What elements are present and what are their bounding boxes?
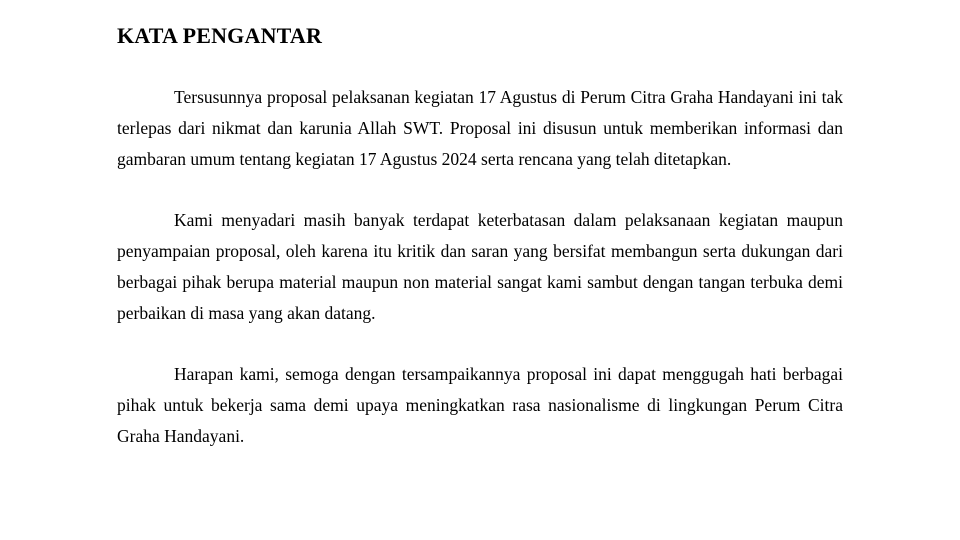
paragraph-1: Tersusunnya proposal pelaksanan kegiatan 17 Agustus di Perum Citra Graha Handayani ini tak terlepas dari nikmat dan karunia Allah SWT. Proposal ini disusun untuk memberikan informasi dan gambaran umum tentang kegiatan 17 Agustus 2024 serta rencana yang telah ditetapkan. [117,87,843,169]
paragraph-2: Kami menyadari masih banyak terdapat keterbatasan dalam pelaksanaan kegiatan maupun penyampaian proposal, oleh karena itu kritik dan saran yang bersifat membangun serta dukungan dari berbagai pihak berupa material maupun non material sangat kami sambut dengan tangan terbuka demi perbaikan di masa yang akan datang. [117,210,843,323]
document-page [117,20,843,482]
page-title: KATA PENGANTAR [117,23,323,48]
paragraph-3: Harapan kami, semoga dengan tersampaikannya proposal ini dapat menggugah hati berbagai pihak untuk bekerja sama demi upaya meningkatkan rasa nasionalisme di lingkungan Perum Citra Graha Handayani. [117,364,843,446]
